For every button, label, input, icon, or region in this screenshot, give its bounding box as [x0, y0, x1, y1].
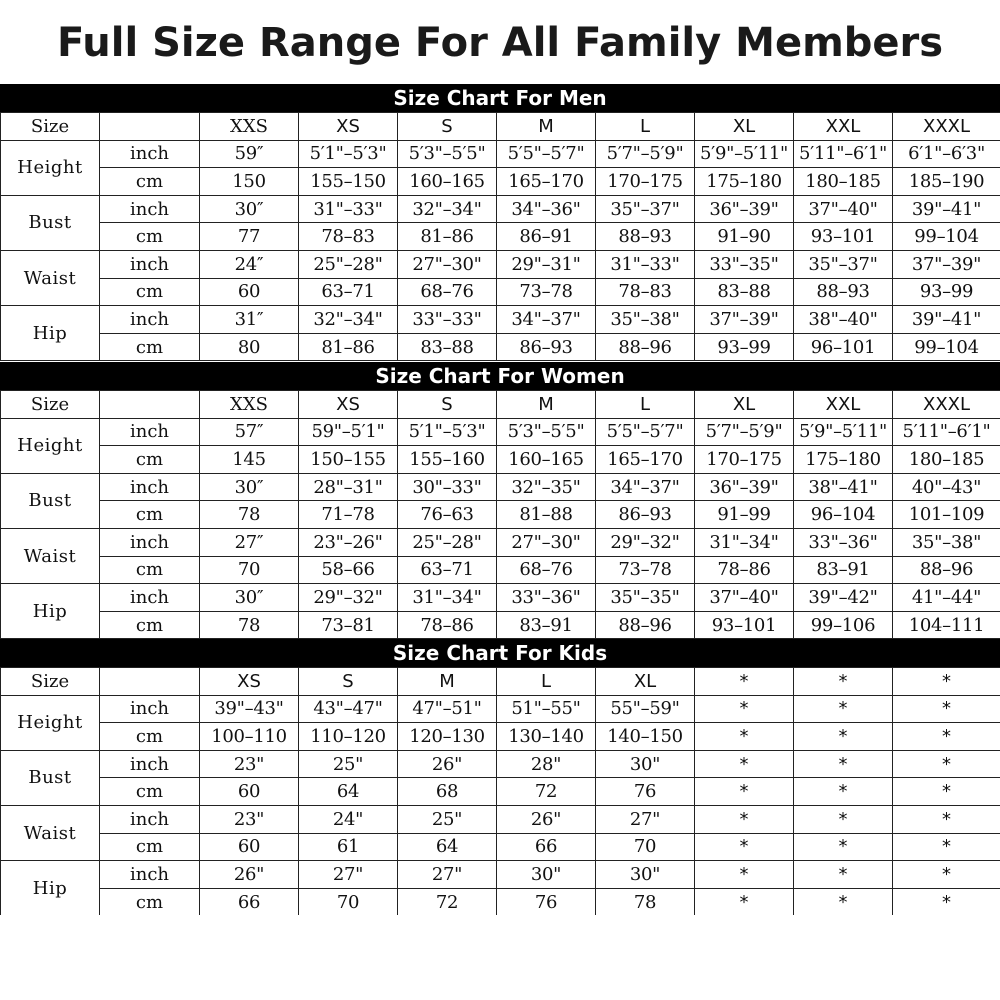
unit-label: cm	[100, 778, 200, 806]
empty-size-marker: *	[893, 695, 1000, 723]
size-header-row	[1, 113, 1000, 141]
size-column-header: XXS	[200, 113, 299, 141]
blank-cell	[100, 113, 200, 141]
size-value-cell: 71–78	[299, 501, 398, 529]
size-value-cell: 68	[398, 778, 497, 806]
size-value-cell: 78	[200, 501, 299, 529]
size-value-cell: 99–104	[893, 333, 1000, 361]
size-value-cell: 81–88	[497, 501, 596, 529]
size-value-cell: 61	[299, 833, 398, 861]
size-value-cell: 31"–33"	[299, 195, 398, 223]
size-value-cell: 31"–34"	[398, 584, 497, 612]
table-row	[1, 250, 1000, 278]
unit-label: cm	[100, 446, 200, 474]
empty-size-marker: *	[794, 861, 893, 889]
size-column-header: XXS	[200, 391, 299, 419]
empty-size-marker: *	[695, 668, 794, 696]
size-value-cell: 31"–33"	[596, 250, 695, 278]
size-value-cell: 88–93	[794, 278, 893, 306]
empty-size-marker: *	[695, 695, 794, 723]
table-row	[1, 528, 1000, 556]
size-value-cell: 32"–34"	[299, 306, 398, 334]
size-value-cell: 77	[200, 223, 299, 251]
size-value-cell: 29"–32"	[596, 528, 695, 556]
size-table	[0, 667, 1000, 916]
size-value-cell: 64	[299, 778, 398, 806]
size-value-cell: 86–91	[497, 223, 596, 251]
size-value-cell: 28"	[497, 750, 596, 778]
empty-size-marker: *	[893, 723, 1000, 751]
unit-label: inch	[100, 195, 200, 223]
empty-size-marker: *	[794, 805, 893, 833]
empty-size-marker: *	[695, 723, 794, 751]
table-row	[1, 418, 1000, 446]
unit-label: inch	[100, 805, 200, 833]
size-value-cell: 88–93	[596, 223, 695, 251]
size-value-cell: 83–91	[497, 611, 596, 639]
size-value-cell: 104–111	[893, 611, 1000, 639]
size-value-cell: 145	[200, 446, 299, 474]
measurement-label: Bust	[1, 473, 100, 528]
unit-label: inch	[100, 250, 200, 278]
size-column-header: XXXL	[893, 113, 1000, 141]
size-value-cell: 5′1"–5′3"	[299, 140, 398, 168]
unit-label: cm	[100, 723, 200, 751]
empty-size-marker: *	[695, 778, 794, 806]
empty-size-marker: *	[794, 723, 893, 751]
size-value-cell: 38"–41"	[794, 473, 893, 501]
size-column-header: XS	[200, 668, 299, 696]
size-value-cell: 99–106	[794, 611, 893, 639]
size-value-cell: 175–180	[794, 446, 893, 474]
size-value-cell: 37"–39"	[893, 250, 1000, 278]
empty-size-marker: *	[695, 888, 794, 916]
size-value-cell: 5′7"–5′9"	[695, 418, 794, 446]
size-value-cell: 30"	[596, 861, 695, 889]
size-value-cell: 160–165	[398, 168, 497, 196]
kids-size-section	[0, 639, 1000, 916]
section-header: Size Chart For Women	[0, 362, 1000, 390]
table-row	[1, 695, 1000, 723]
empty-size-marker: *	[794, 668, 893, 696]
blank-cell	[100, 391, 200, 419]
size-value-cell: 55"–59"	[596, 695, 695, 723]
measurement-label: Hip	[1, 306, 100, 361]
size-value-cell: 78–83	[299, 223, 398, 251]
size-value-cell: 170–175	[596, 168, 695, 196]
blank-cell	[100, 668, 200, 696]
size-value-cell: 5′11"–6′1"	[893, 418, 1000, 446]
size-value-cell: 34"–37"	[497, 306, 596, 334]
size-column-header: XXXL	[893, 391, 1000, 419]
table-row	[1, 306, 1000, 334]
size-value-cell: 78–86	[398, 611, 497, 639]
size-value-cell: 86–93	[497, 333, 596, 361]
size-value-cell: 25"	[398, 805, 497, 833]
size-table	[0, 112, 1000, 361]
empty-size-marker: *	[794, 750, 893, 778]
size-value-cell: 175–180	[695, 168, 794, 196]
size-value-cell: 88–96	[596, 333, 695, 361]
size-value-cell: 47"–51"	[398, 695, 497, 723]
unit-label: cm	[100, 501, 200, 529]
size-value-cell: 27"	[299, 861, 398, 889]
size-value-cell: 27"	[596, 805, 695, 833]
size-value-cell: 41"–44"	[893, 584, 1000, 612]
size-value-cell: 28"–31"	[299, 473, 398, 501]
measurement-label: Hip	[1, 584, 100, 639]
size-value-cell: 5′9"–5′11"	[794, 418, 893, 446]
size-value-cell: 81–86	[398, 223, 497, 251]
size-value-cell: 93–99	[695, 333, 794, 361]
size-column-header: XS	[299, 113, 398, 141]
size-value-cell: 88–96	[596, 611, 695, 639]
size-column-header: XS	[299, 391, 398, 419]
size-value-cell: 5′9"–5′11"	[695, 140, 794, 168]
empty-size-marker: *	[794, 833, 893, 861]
size-value-cell: 76	[497, 888, 596, 916]
size-value-cell: 78	[200, 611, 299, 639]
size-value-cell: 37"–40"	[695, 584, 794, 612]
size-header-row	[1, 391, 1000, 419]
size-value-cell: 60	[200, 833, 299, 861]
size-value-cell: 6′1"–6′3"	[893, 140, 1000, 168]
page-title: Full Size Range For All Family Members	[56, 20, 944, 66]
size-value-cell: 27″	[200, 528, 299, 556]
size-value-cell: 33"–35"	[695, 250, 794, 278]
size-label: Size	[1, 113, 100, 141]
size-value-cell: 80	[200, 333, 299, 361]
measurement-label: Waist	[1, 528, 100, 583]
empty-size-marker: *	[794, 888, 893, 916]
size-header-row	[1, 668, 1000, 696]
unit-label: cm	[100, 888, 200, 916]
unit-label: inch	[100, 695, 200, 723]
table-row	[1, 556, 1000, 584]
size-value-cell: 30"–33"	[398, 473, 497, 501]
size-value-cell: 43"–47"	[299, 695, 398, 723]
size-value-cell: 27"–30"	[497, 528, 596, 556]
size-value-cell: 93–101	[695, 611, 794, 639]
size-column-header: S	[398, 391, 497, 419]
size-value-cell: 30″	[200, 584, 299, 612]
table-row	[1, 501, 1000, 529]
size-value-cell: 68–76	[398, 278, 497, 306]
size-value-cell: 39"–41"	[893, 306, 1000, 334]
unit-label: cm	[100, 168, 200, 196]
size-value-cell: 72	[497, 778, 596, 806]
size-value-cell: 33"–33"	[398, 306, 497, 334]
empty-size-marker: *	[893, 805, 1000, 833]
size-value-cell: 155–150	[299, 168, 398, 196]
table-row	[1, 333, 1000, 361]
size-value-cell: 73–81	[299, 611, 398, 639]
unit-label: inch	[100, 140, 200, 168]
size-value-cell: 31"–34"	[695, 528, 794, 556]
empty-size-marker: *	[893, 833, 1000, 861]
size-value-cell: 150	[200, 168, 299, 196]
size-value-cell: 25"	[299, 750, 398, 778]
empty-size-marker: *	[695, 805, 794, 833]
size-value-cell: 26"	[200, 861, 299, 889]
table-row	[1, 778, 1000, 806]
table-row	[1, 168, 1000, 196]
size-table	[0, 390, 1000, 639]
size-value-cell: 81–86	[299, 333, 398, 361]
size-value-cell: 73–78	[497, 278, 596, 306]
table-row	[1, 140, 1000, 168]
size-value-cell: 59″	[200, 140, 299, 168]
empty-size-marker: *	[893, 668, 1000, 696]
size-value-cell: 140–150	[596, 723, 695, 751]
size-value-cell: 40"–43"	[893, 473, 1000, 501]
size-value-cell: 91–90	[695, 223, 794, 251]
size-value-cell: 70	[299, 888, 398, 916]
size-value-cell: 110–120	[299, 723, 398, 751]
size-value-cell: 30"	[497, 861, 596, 889]
table-row	[1, 584, 1000, 612]
empty-size-marker: *	[695, 833, 794, 861]
size-value-cell: 25"–28"	[398, 528, 497, 556]
size-value-cell: 29"–32"	[299, 584, 398, 612]
size-value-cell: 78	[596, 888, 695, 916]
table-row	[1, 278, 1000, 306]
size-value-cell: 88–96	[893, 556, 1000, 584]
size-value-cell: 101–109	[893, 501, 1000, 529]
unit-label: inch	[100, 750, 200, 778]
size-value-cell: 58–66	[299, 556, 398, 584]
size-value-cell: 70	[200, 556, 299, 584]
size-value-cell: 72	[398, 888, 497, 916]
size-value-cell: 165–170	[596, 446, 695, 474]
size-value-cell: 165–170	[497, 168, 596, 196]
size-column-header: XL	[596, 668, 695, 696]
size-value-cell: 25"–28"	[299, 250, 398, 278]
size-value-cell: 68–76	[497, 556, 596, 584]
measurement-label: Hip	[1, 861, 100, 916]
size-label: Size	[1, 668, 100, 696]
unit-label: inch	[100, 473, 200, 501]
size-column-header: XL	[695, 113, 794, 141]
unit-label: inch	[100, 418, 200, 446]
size-value-cell: 100–110	[200, 723, 299, 751]
size-value-cell: 5′3"–5′5"	[497, 418, 596, 446]
size-value-cell: 57″	[200, 418, 299, 446]
empty-size-marker: *	[794, 695, 893, 723]
table-row	[1, 723, 1000, 751]
empty-size-marker: *	[893, 888, 1000, 916]
size-value-cell: 83–91	[794, 556, 893, 584]
size-value-cell: 24"	[299, 805, 398, 833]
size-value-cell: 29"–31"	[497, 250, 596, 278]
size-value-cell: 120–130	[398, 723, 497, 751]
table-row	[1, 611, 1000, 639]
table-row	[1, 223, 1000, 251]
empty-size-marker: *	[794, 778, 893, 806]
size-value-cell: 150–155	[299, 446, 398, 474]
measurement-label: Height	[1, 695, 100, 750]
size-value-cell: 34"–36"	[497, 195, 596, 223]
measurement-label: Bust	[1, 750, 100, 805]
size-value-cell: 83–88	[695, 278, 794, 306]
women-size-section	[0, 362, 1000, 639]
size-value-cell: 96–101	[794, 333, 893, 361]
table-row	[1, 195, 1000, 223]
size-value-cell: 60	[200, 778, 299, 806]
size-column-header: M	[497, 391, 596, 419]
size-value-cell: 24″	[200, 250, 299, 278]
table-row	[1, 446, 1000, 474]
size-column-header: M	[497, 113, 596, 141]
size-value-cell: 91–99	[695, 501, 794, 529]
section-header: Size Chart For Kids	[0, 639, 1000, 667]
size-value-cell: 5′11"–6′1"	[794, 140, 893, 168]
size-column-header: M	[398, 668, 497, 696]
size-column-header: XL	[695, 391, 794, 419]
size-value-cell: 180–185	[794, 168, 893, 196]
size-value-cell: 64	[398, 833, 497, 861]
unit-label: cm	[100, 556, 200, 584]
size-value-cell: 33"–36"	[794, 528, 893, 556]
size-value-cell: 39"–41"	[893, 195, 1000, 223]
size-value-cell: 99–104	[893, 223, 1000, 251]
table-row	[1, 750, 1000, 778]
size-column-header: L	[596, 391, 695, 419]
size-value-cell: 160–165	[497, 446, 596, 474]
size-value-cell: 39"–43"	[200, 695, 299, 723]
size-column-header: L	[596, 113, 695, 141]
size-value-cell: 60	[200, 278, 299, 306]
size-value-cell: 26"	[398, 750, 497, 778]
empty-size-marker: *	[695, 750, 794, 778]
size-value-cell: 35"–37"	[794, 250, 893, 278]
size-value-cell: 86–93	[596, 501, 695, 529]
empty-size-marker: *	[893, 861, 1000, 889]
unit-label: inch	[100, 306, 200, 334]
size-value-cell: 59"–5′1"	[299, 418, 398, 446]
size-value-cell: 32"–34"	[398, 195, 497, 223]
size-value-cell: 30"	[596, 750, 695, 778]
size-value-cell: 170–175	[695, 446, 794, 474]
size-value-cell: 78–83	[596, 278, 695, 306]
size-value-cell: 26"	[497, 805, 596, 833]
size-value-cell: 76–63	[398, 501, 497, 529]
size-value-cell: 5′1"–5′3"	[398, 418, 497, 446]
size-value-cell: 35"–37"	[596, 195, 695, 223]
size-column-header: S	[398, 113, 497, 141]
table-row	[1, 805, 1000, 833]
table-row	[1, 888, 1000, 916]
section-header: Size Chart For Men	[0, 84, 1000, 112]
size-value-cell: 51"–55"	[497, 695, 596, 723]
size-value-cell: 36"–39"	[695, 473, 794, 501]
size-value-cell: 5′5"–5′7"	[596, 418, 695, 446]
size-value-cell: 37"–39"	[695, 306, 794, 334]
unit-label: cm	[100, 333, 200, 361]
table-row	[1, 861, 1000, 889]
size-value-cell: 5′3"–5′5"	[398, 140, 497, 168]
empty-size-marker: *	[893, 778, 1000, 806]
size-value-cell: 35"–38"	[596, 306, 695, 334]
size-value-cell: 73–78	[596, 556, 695, 584]
unit-label: cm	[100, 833, 200, 861]
size-value-cell: 83–88	[398, 333, 497, 361]
unit-label: inch	[100, 528, 200, 556]
size-value-cell: 32"–35"	[497, 473, 596, 501]
size-value-cell: 185–190	[893, 168, 1000, 196]
size-value-cell: 23"	[200, 805, 299, 833]
unit-label: cm	[100, 611, 200, 639]
size-value-cell: 37"–40"	[794, 195, 893, 223]
size-value-cell: 23"	[200, 750, 299, 778]
table-row	[1, 833, 1000, 861]
size-column-header: XXL	[794, 113, 893, 141]
size-value-cell: 35"–38"	[893, 528, 1000, 556]
size-value-cell: 66	[497, 833, 596, 861]
measurement-label: Waist	[1, 250, 100, 305]
size-column-header: S	[299, 668, 398, 696]
size-value-cell: 30″	[200, 195, 299, 223]
size-value-cell: 76	[596, 778, 695, 806]
size-value-cell: 35"–35"	[596, 584, 695, 612]
size-value-cell: 36"–39"	[695, 195, 794, 223]
empty-size-marker: *	[893, 750, 1000, 778]
size-value-cell: 130–140	[497, 723, 596, 751]
size-value-cell: 34"–37"	[596, 473, 695, 501]
empty-size-marker: *	[695, 861, 794, 889]
size-value-cell: 93–101	[794, 223, 893, 251]
size-label: Size	[1, 391, 100, 419]
size-value-cell: 63–71	[398, 556, 497, 584]
unit-label: cm	[100, 278, 200, 306]
size-value-cell: 93–99	[893, 278, 1000, 306]
size-column-header: L	[497, 668, 596, 696]
measurement-label: Height	[1, 140, 100, 195]
table-row	[1, 473, 1000, 501]
size-value-cell: 31″	[200, 306, 299, 334]
men-size-section	[0, 84, 1000, 361]
size-value-cell: 39"–42"	[794, 584, 893, 612]
measurement-label: Height	[1, 418, 100, 473]
size-value-cell: 66	[200, 888, 299, 916]
size-column-header: XXL	[794, 391, 893, 419]
size-value-cell: 33"–36"	[497, 584, 596, 612]
size-value-cell: 5′5"–5′7"	[497, 140, 596, 168]
size-value-cell: 27"	[398, 861, 497, 889]
unit-label: cm	[100, 223, 200, 251]
size-value-cell: 78–86	[695, 556, 794, 584]
size-value-cell: 96–104	[794, 501, 893, 529]
size-value-cell: 27"–30"	[398, 250, 497, 278]
size-value-cell: 38"–40"	[794, 306, 893, 334]
size-value-cell: 5′7"–5′9"	[596, 140, 695, 168]
size-value-cell: 180–185	[893, 446, 1000, 474]
size-value-cell: 70	[596, 833, 695, 861]
size-value-cell: 23"–26"	[299, 528, 398, 556]
size-value-cell: 30″	[200, 473, 299, 501]
bottom-margin	[0, 915, 1000, 1000]
measurement-label: Bust	[1, 195, 100, 250]
size-value-cell: 63–71	[299, 278, 398, 306]
unit-label: inch	[100, 584, 200, 612]
unit-label: inch	[100, 861, 200, 889]
size-value-cell: 155–160	[398, 446, 497, 474]
measurement-label: Waist	[1, 805, 100, 860]
